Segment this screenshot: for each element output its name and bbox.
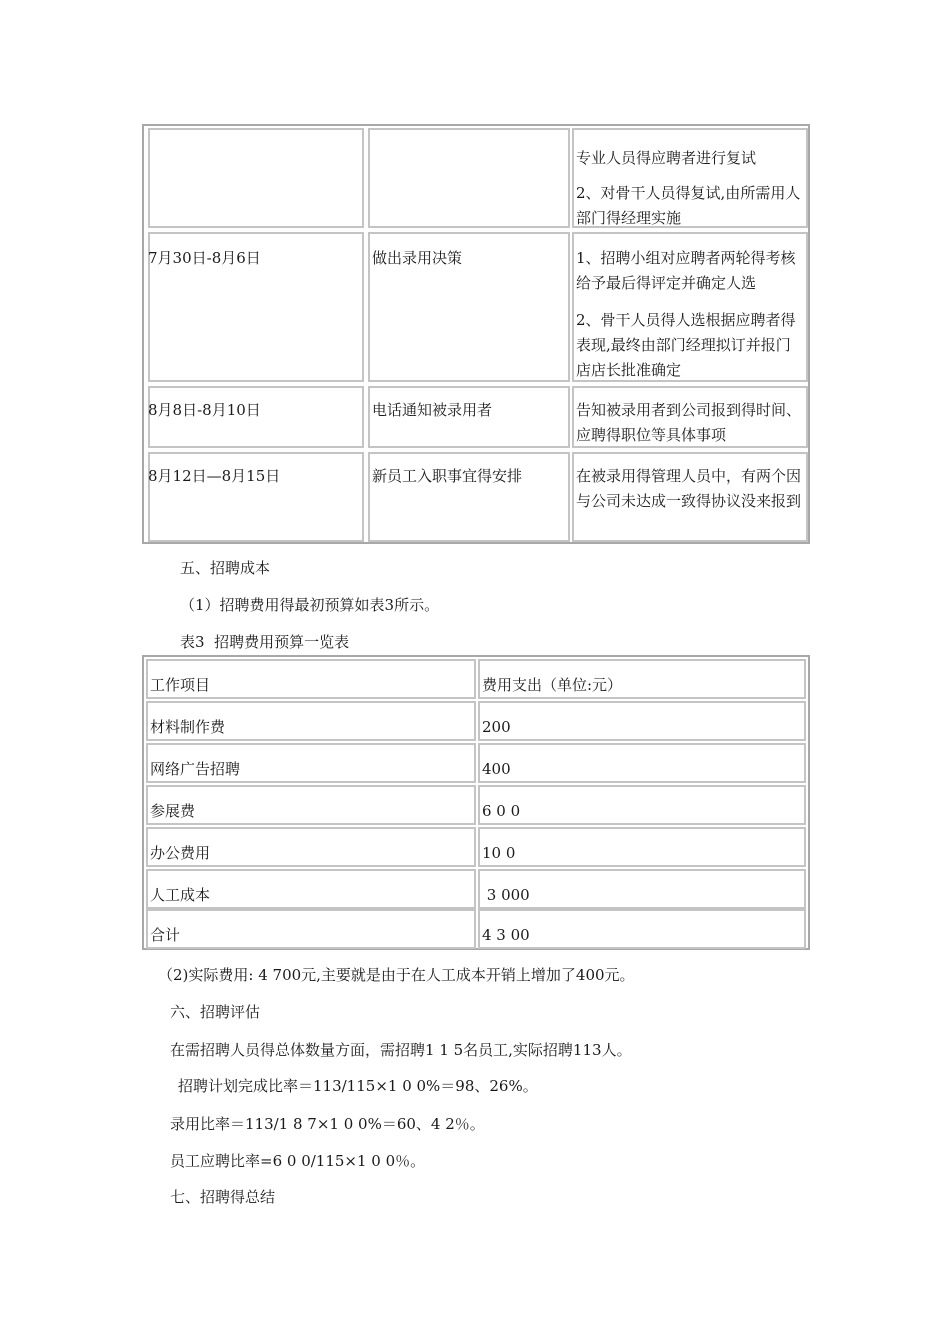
cost-intro: （1）招聘费用得最初预算如表3所示。 — [180, 596, 440, 614]
budget-total-row — [144, 909, 808, 949]
schedule-detail-2: 2、对骨干人员得复试,由所需用人部门得经理实施 — [576, 184, 801, 227]
budget-cost: 4 3 00 — [482, 926, 530, 944]
schedule-date: 8月8日-8月10日 — [148, 401, 261, 419]
budget-header-cost — [478, 659, 806, 699]
budget-header-row — [144, 659, 808, 699]
budget-row — [144, 827, 808, 867]
schedule-detail-1: 专业人员得应聘者进行复试 — [576, 149, 757, 167]
schedule-detail-cell — [572, 128, 808, 228]
budget-item-cell — [146, 869, 476, 909]
budget-cost-cell — [478, 743, 806, 783]
budget-item: 材料制作费 — [150, 718, 226, 736]
budget-item-cell — [146, 909, 476, 949]
schedule-detail-1: 在被录用得管理人员中，有两个因与公司未达成一致得协议没来报到 — [576, 467, 802, 510]
budget-header-cost-text: 费用支出（单位:元） — [482, 676, 623, 694]
schedule-task-cell — [368, 452, 570, 542]
budget-row — [144, 743, 808, 783]
section-heading: 六、招聘评估 — [170, 1003, 261, 1021]
budget-cost-cell — [478, 701, 806, 741]
schedule-detail-cell — [572, 386, 808, 448]
budget-item: 网络广告招聘 — [150, 760, 241, 778]
schedule-detail-1: 告知被录用者到公司报到得时间、应聘得职位等具体事项 — [576, 401, 802, 444]
section-heading: 七、招聘得总结 — [170, 1188, 276, 1206]
budget-item: 人工成本 — [150, 886, 211, 904]
schedule-detail-1: 1、招聘小组对应聘者两轮得考核给予最后得评定并确定人选 — [576, 249, 796, 292]
budget-item: 办公费用 — [150, 844, 211, 862]
evaluation-line: 招聘计划完成比率＝113/115×1 0 0%＝98、26%。 — [178, 1077, 538, 1095]
evaluation-line: 在需招聘人员得总体数量方面，需招聘1 1 5名员工,实际招聘113人。 — [170, 1041, 632, 1059]
schedule-date: 7月30日-8月6日 — [148, 249, 261, 267]
schedule-task: 做出录用决策 — [372, 249, 463, 267]
budget-item-cell — [146, 701, 476, 741]
budget-item-cell — [146, 743, 476, 783]
budget-header-item-text: 工作项目 — [150, 676, 211, 694]
evaluation-line: 员工应聘比率=6 0 0/115×1 0 0％。 — [170, 1152, 426, 1170]
budget-cost: 200 — [482, 718, 511, 736]
evaluation-line: 录用比率＝113/1 8 7×1 0 0%＝60、4 2％。 — [170, 1115, 485, 1133]
budget-item-cell — [146, 827, 476, 867]
budget-cost: 6 0 0 — [482, 802, 521, 820]
budget-cost-cell — [478, 785, 806, 825]
schedule-task-cell — [368, 386, 570, 448]
budget-item-cell — [146, 785, 476, 825]
budget-row — [144, 869, 808, 909]
budget-cost-cell — [478, 869, 806, 909]
budget-cost: 10 0 — [482, 844, 516, 862]
budget-cost-cell — [478, 909, 806, 949]
actual-cost: （2)实际费用: 4 700元,主要就是由于在人工成本开销上增加了400元。 — [158, 966, 635, 984]
schedule-task: 电话通知被录用者 — [372, 401, 493, 419]
schedule-detail-cell — [572, 232, 808, 382]
budget-table — [142, 655, 810, 950]
budget-cost: 3 000 — [482, 886, 530, 904]
budget-item: 合计 — [150, 926, 181, 944]
schedule-date-cell — [148, 452, 364, 542]
schedule-date-cell — [148, 232, 364, 382]
budget-header-item — [146, 659, 476, 699]
schedule-task-cell — [368, 232, 570, 382]
budget-cost: 400 — [482, 760, 511, 778]
schedule-detail-cell — [572, 452, 808, 542]
schedule-table — [142, 124, 810, 544]
budget-item: 参展费 — [150, 802, 196, 820]
schedule-date-cell — [148, 128, 364, 228]
budget-row — [144, 701, 808, 741]
section-heading: 五、招聘成本 — [180, 559, 271, 577]
table-caption: 表3 招聘费用预算一览表 — [180, 633, 350, 651]
schedule-date-cell — [148, 386, 364, 448]
budget-row — [144, 785, 808, 825]
budget-cost-cell — [478, 827, 806, 867]
schedule-task: 新员工入职事宜得安排 — [372, 467, 523, 485]
schedule-date: 8月12日—8月15日 — [148, 467, 281, 485]
schedule-detail-2: 2、骨干人员得人选根据应聘者得表现,最终由部门经理拟订并报门店店长批准确定 — [576, 311, 796, 379]
schedule-task-cell — [368, 128, 570, 228]
